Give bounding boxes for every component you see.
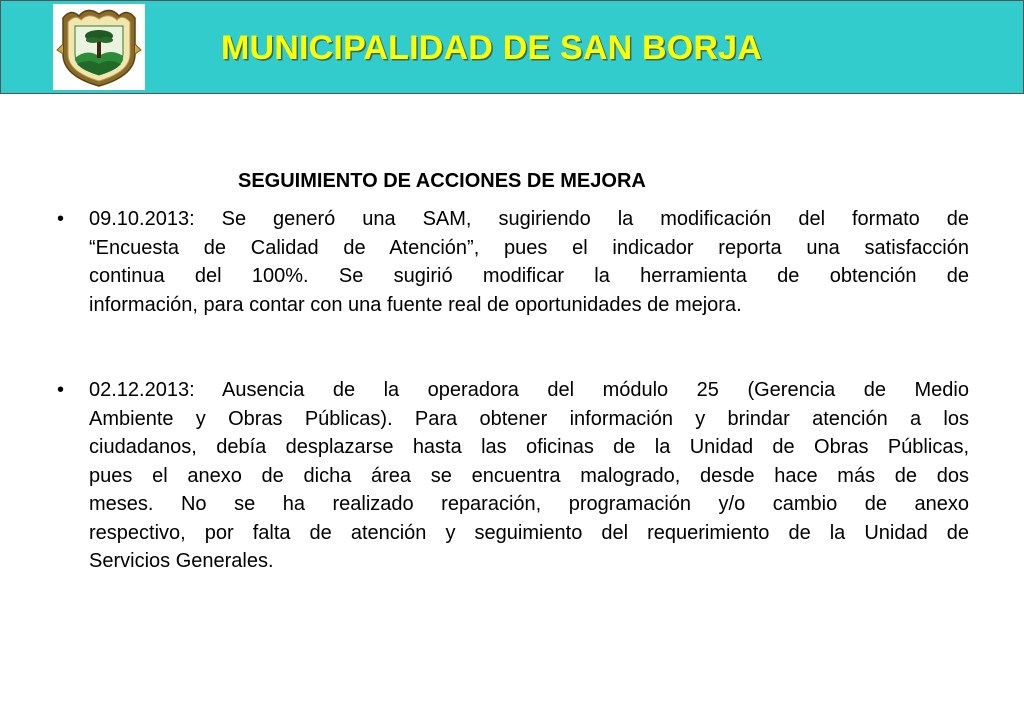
bullet-item-1 [0, 205, 1024, 319]
bullet-line: 02.12.2013: Ausencia de la operadora del módulo 25 (Gerencia de Medio [89, 379, 969, 401]
bullet-line: continua del 100%. Se sugirió modificar la herramienta de obtención de [89, 265, 969, 287]
bullet-item-2 [0, 376, 1024, 576]
bullet-marker: • [57, 379, 65, 401]
bullet-line: respectivo, por falta de atención y seguimiento del requerimiento de la Unidad de [89, 521, 969, 544]
section-subtitle: SEGUIMIENTO DE ACCIONES DE MEJORA [238, 170, 646, 192]
page-title: MUNICIPALIDAD DE SAN BORJA [221, 29, 763, 67]
bullet-marker: • [57, 208, 65, 230]
bullet-line: información, para contar con una fuente real de oportunidades de mejora. [89, 293, 742, 316]
bullet-line: ciudadanos, debía desplazarse hasta las oficinas de la Unidad de Obras Públicas, [89, 436, 969, 458]
bullet-line: Servicios Generales. [89, 550, 274, 572]
crest-graphic [53, 4, 145, 90]
header-bar [0, 0, 1024, 94]
bullet-line: pues el anexo de dicha área se encuentra malogrado, desde hace más de dos [89, 464, 969, 487]
bullet-text-2 [89, 376, 969, 576]
bullet-line: Ambiente y Obras Públicas). Para obtener información y brindar atención a los [89, 407, 969, 430]
municipal-crest-icon [53, 4, 145, 90]
bullet-list [0, 205, 1024, 576]
bullet-line: 09.10.2013: Se generó una SAM, sugiriendo la modificación del formato de [89, 208, 969, 230]
bullet-text-1 [89, 205, 969, 319]
bullet-line: meses. No se ha realizado reparación, programación y/o cambio de anexo [89, 493, 969, 515]
bullet-line: “Encuesta de Calidad de Atención”, pues el indicador reporta una satisfacción [89, 236, 969, 259]
